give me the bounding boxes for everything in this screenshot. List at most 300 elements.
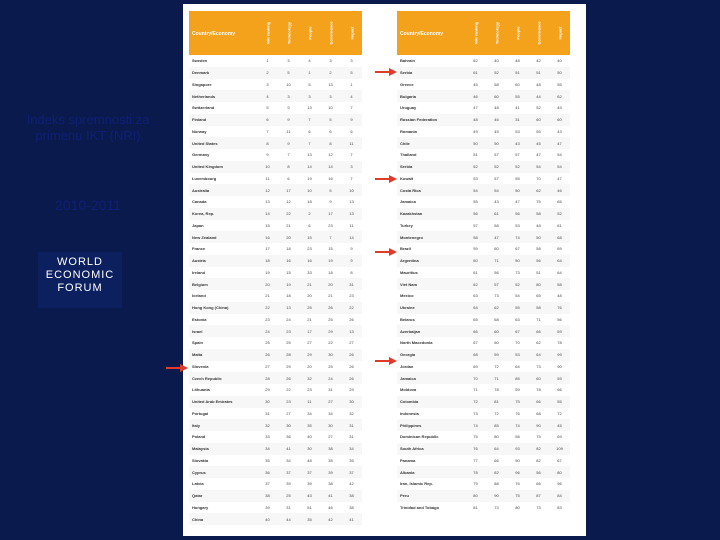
rank-cell: 96	[515, 469, 520, 475]
rank-cell: 19	[307, 175, 312, 181]
country-name: Serbia	[400, 70, 413, 76]
rank-cell: 78	[473, 469, 478, 475]
rank-cell: 20	[307, 363, 312, 369]
country-name: Netherlands	[192, 93, 216, 99]
rank-cell: 69	[473, 363, 478, 369]
rank-cell: 3	[350, 164, 353, 170]
rank-cell: 76	[515, 481, 520, 487]
rank-cell: 45	[557, 422, 562, 428]
rank-cell: 70	[473, 375, 478, 381]
rank-cell: 8	[329, 140, 332, 146]
rank-cell: 66	[536, 328, 541, 334]
header-cell	[528, 11, 549, 55]
table-row	[397, 67, 570, 79]
logo-line-3: FORUM	[57, 282, 103, 294]
rank-cell: 29	[307, 352, 312, 358]
table-row	[189, 290, 362, 302]
country-name: Austria	[192, 258, 206, 264]
rank-cell: 47	[494, 234, 499, 240]
rank-cell: 39	[286, 481, 291, 487]
country-name: Turkey	[400, 222, 413, 228]
rank-cell: 32	[349, 410, 354, 416]
rank-cell: 59	[557, 328, 562, 334]
country-name: Bulgaria	[400, 93, 417, 99]
rank-cell: 23	[286, 328, 291, 334]
country-name: Brazil	[400, 246, 411, 252]
rank-cell: 60	[557, 117, 562, 123]
table-row	[189, 408, 362, 420]
rank-cell: 90	[536, 422, 541, 428]
rank-cell: 12	[265, 187, 270, 193]
country-name: Qatar	[192, 493, 203, 499]
rank-cell: 61	[494, 211, 499, 217]
rank-cell: 14	[349, 234, 354, 240]
rank-cell: 20	[265, 281, 270, 287]
rank-cell: 22	[286, 387, 291, 393]
rank-cell: 57	[494, 175, 499, 181]
rank-cell: 35	[307, 422, 312, 428]
rank-cell: 8	[350, 269, 353, 275]
rank-cell: 37	[307, 469, 312, 475]
rank-cell: 62	[536, 187, 541, 193]
rank-cell: 50	[494, 140, 499, 146]
table-row	[189, 102, 362, 114]
rank-cell: 70	[515, 340, 520, 346]
rank-cell: 54	[494, 187, 499, 193]
country-name: Kuwait	[400, 175, 414, 181]
rank-cell: 52	[494, 164, 499, 170]
header-label: Technology	[286, 21, 291, 45]
rank-cell: 3	[350, 58, 353, 64]
country-name: Jamaica	[400, 375, 416, 381]
table-row	[397, 384, 570, 396]
table-row	[397, 208, 570, 220]
rank-cell: 8	[287, 164, 290, 170]
table-row	[397, 490, 570, 502]
rank-cell: 55	[515, 175, 520, 181]
country-name: Belgium	[192, 281, 208, 287]
country-name: Estonia	[192, 316, 207, 322]
rank-cell: 26	[328, 305, 333, 311]
rank-cell: 82	[536, 446, 541, 452]
table-row	[189, 396, 362, 408]
rank-cell: 18	[307, 199, 312, 205]
rank-cell: 75	[515, 493, 520, 499]
rank-cell: 66	[536, 481, 541, 487]
table-row	[189, 349, 362, 361]
rank-cell: 69	[557, 246, 562, 252]
rank-cell: 1	[350, 81, 353, 87]
table-row	[397, 314, 570, 326]
rank-cell: 51	[307, 504, 312, 510]
table-row	[189, 513, 362, 525]
rank-cell: 68	[494, 316, 499, 322]
rank-cell: 9	[287, 105, 290, 111]
rank-cell: 25	[328, 316, 333, 322]
rank-cell: 25	[328, 363, 333, 369]
rank-cell: 58	[536, 305, 541, 311]
rank-cell: 39	[307, 481, 312, 487]
rank-cell: 56	[515, 211, 520, 217]
table-row	[189, 361, 362, 373]
table-row	[189, 502, 362, 514]
header-label: NRI ranking	[473, 21, 478, 45]
rank-cell: 21	[328, 293, 333, 299]
rank-cell: 51	[536, 269, 541, 275]
rank-cell: 23	[265, 316, 270, 322]
rank-cell: 34	[349, 446, 354, 452]
rank-cell: 32	[265, 422, 270, 428]
table-row	[189, 431, 362, 443]
rank-cell: 3	[287, 58, 290, 64]
rank-cell: 3	[308, 93, 311, 99]
table-row	[397, 443, 570, 455]
rank-cell: 18	[265, 258, 270, 264]
table-row	[189, 255, 362, 267]
rank-cell: 27	[265, 363, 270, 369]
rank-cell: 87	[536, 493, 541, 499]
rank-cell: 31	[286, 504, 291, 510]
rank-cell: 35	[307, 516, 312, 522]
rank-cell: 5	[266, 105, 269, 111]
rank-cell: 56	[494, 269, 499, 275]
rank-cell: 85	[494, 422, 499, 428]
rank-cell: 26	[349, 316, 354, 322]
rank-cell: 40	[307, 434, 312, 440]
rank-cell: 38	[265, 493, 270, 499]
rank-cell: 55	[557, 399, 562, 405]
table-row	[189, 325, 362, 337]
table-row	[189, 208, 362, 220]
rank-cell: 62	[557, 93, 562, 99]
country-name: Iran, Islamic Rep.	[400, 481, 433, 487]
rank-cell: 3	[266, 81, 269, 87]
table-row	[397, 396, 570, 408]
rank-cell: 1	[308, 70, 311, 76]
rank-cell: 73	[494, 293, 499, 299]
rank-cell: 13	[307, 152, 312, 158]
rank-cell: 54	[557, 164, 562, 170]
rank-cell: 62	[536, 340, 541, 346]
rank-cell: 79	[473, 481, 478, 487]
highlight-arrow-icon	[375, 175, 397, 183]
header-cell	[257, 11, 278, 55]
rank-cell: 88	[494, 481, 499, 487]
rank-cell: 64	[515, 363, 520, 369]
rank-cell: 55	[515, 93, 520, 99]
rank-cell: 72	[473, 399, 478, 405]
rank-cell: 5	[329, 187, 332, 193]
rank-cell: 67	[515, 246, 520, 252]
rank-cell: 71	[536, 316, 541, 322]
rank-cell: 24	[328, 375, 333, 381]
rank-cell: 43	[494, 199, 499, 205]
rank-cell: 3	[329, 58, 332, 64]
rank-cell: 64	[536, 352, 541, 358]
rank-cell: 4	[266, 93, 269, 99]
country-name: Philippines	[400, 422, 422, 428]
rank-cell: 62	[494, 305, 499, 311]
rank-cell: 58	[494, 81, 499, 87]
rank-cell: 53	[473, 175, 478, 181]
rank-cell: 10	[307, 187, 312, 193]
country-name: Singapore	[192, 81, 212, 87]
table-row	[397, 455, 570, 467]
rank-cell: 24	[286, 316, 291, 322]
table-row	[397, 278, 570, 290]
rank-cell: 80	[536, 281, 541, 287]
rank-cell: 44	[536, 93, 541, 99]
header-label: People	[307, 26, 312, 40]
rank-cell: 38	[349, 493, 354, 499]
rank-cell: 44	[286, 516, 291, 522]
rank-cell: 9	[287, 140, 290, 146]
rank-cell: 1	[266, 58, 269, 64]
rank-cell: 71	[494, 375, 499, 381]
table-row	[189, 196, 362, 208]
rank-cell: 2	[329, 70, 332, 76]
rank-cell: 4	[308, 58, 311, 64]
rank-cell: 11	[349, 140, 354, 146]
rank-cell: 49	[557, 105, 562, 111]
table-row	[397, 290, 570, 302]
rank-cell: 59	[557, 375, 562, 381]
country-name: Argentina	[400, 258, 419, 264]
table-row	[397, 79, 570, 91]
table-row	[397, 231, 570, 243]
header-label: NRI ranking	[265, 21, 270, 45]
rank-cell: 54	[536, 164, 541, 170]
header-label: Governance	[536, 21, 541, 45]
table-row	[397, 149, 570, 161]
rank-cell: 5	[350, 70, 353, 76]
rank-cell: 60	[515, 81, 520, 87]
rank-cell: 31	[515, 117, 520, 123]
rank-cell: 30	[328, 422, 333, 428]
header-cell	[465, 11, 486, 55]
table-row	[189, 126, 362, 138]
rank-cell: 74	[473, 422, 478, 428]
rank-cell: 60	[473, 258, 478, 264]
table-row	[189, 67, 362, 79]
rank-cell: 22	[328, 340, 333, 346]
rank-cell: 6	[350, 128, 353, 134]
rank-cell: 26	[265, 352, 270, 358]
rank-cell: 52	[515, 164, 520, 170]
rank-cell: 82	[536, 457, 541, 463]
country-name: Albania	[400, 469, 415, 475]
rank-cell: 80	[557, 469, 562, 475]
ranking-document	[183, 4, 586, 536]
rank-cell: 4	[350, 93, 353, 99]
rank-cell: 26	[349, 352, 354, 358]
slide-subtitle: 2010-2011	[55, 197, 121, 213]
rank-cell: 59	[515, 387, 520, 393]
rank-cell: 55	[473, 199, 478, 205]
rank-cell: 10	[265, 164, 270, 170]
rank-cell: 13	[349, 328, 354, 334]
table-row	[397, 114, 570, 126]
rank-cell: 55	[536, 128, 541, 134]
rank-cell: 2	[266, 70, 269, 76]
country-name: Sweden	[192, 58, 208, 64]
rank-cell: 9	[287, 117, 290, 123]
rank-cell: 46	[557, 187, 562, 193]
rank-cell: 43	[515, 140, 520, 146]
country-name: Malta	[192, 352, 203, 358]
rank-cell: 54	[515, 293, 520, 299]
table-row	[189, 314, 362, 326]
highlight-arrow-icon	[375, 68, 397, 76]
rank-cell: 75	[536, 199, 541, 205]
country-name: United States	[192, 140, 218, 146]
rank-cell: 15	[328, 246, 333, 252]
slide-title: Indeks spremnosti za primenu IKT (NRI)	[26, 112, 150, 143]
table-row	[397, 478, 570, 490]
rank-cell: 46	[328, 504, 333, 510]
rank-cell: 30	[349, 399, 354, 405]
rank-cell: 6	[308, 128, 311, 134]
table-row	[189, 161, 362, 173]
table-row	[189, 443, 362, 455]
country-name: Moldova	[400, 387, 417, 393]
rank-cell: 48	[307, 457, 312, 463]
rank-cell: 30	[286, 422, 291, 428]
table-row	[189, 184, 362, 196]
left-ranking-table	[189, 11, 362, 525]
rank-cell: 57	[494, 281, 499, 287]
country-name: Ireland	[192, 269, 206, 275]
rank-cell: 76	[557, 305, 562, 311]
rank-cell: 9	[266, 152, 269, 158]
rank-cell: 62	[473, 58, 478, 64]
rank-cell: 41	[349, 516, 354, 522]
country-name: Israel	[192, 328, 203, 334]
rank-cell: 18	[328, 269, 333, 275]
rank-cell: 66	[557, 387, 562, 393]
rank-cell: 9	[329, 199, 332, 205]
country-name: France	[192, 246, 206, 252]
rank-cell: 64	[473, 305, 478, 311]
country-name: United Kingdom	[192, 164, 223, 170]
rank-cell: 59	[494, 352, 499, 358]
header-cell	[320, 11, 341, 55]
rank-cell: 48	[557, 293, 562, 299]
rank-cell: 23	[307, 246, 312, 252]
rank-cell: 96	[557, 481, 562, 487]
country-name: Mexico	[400, 293, 414, 299]
rank-cell: 18	[286, 246, 291, 252]
rank-cell: 20	[286, 234, 291, 240]
rank-cell: 42	[536, 58, 541, 64]
table-header	[397, 11, 570, 55]
rank-cell: 39	[328, 469, 333, 475]
table-row	[397, 431, 570, 443]
rank-cell: 30	[307, 446, 312, 452]
rank-cell: 50	[515, 258, 520, 264]
table-row	[397, 243, 570, 255]
rank-cell: 80	[515, 504, 520, 510]
wef-logo	[38, 252, 122, 308]
header-cell: Country/Economy	[400, 31, 444, 37]
country-name: Jordan	[400, 363, 414, 369]
rank-cell: 45	[473, 81, 478, 87]
country-name: Peru	[400, 493, 409, 499]
rank-cell: 11	[286, 128, 291, 134]
header-cell	[341, 11, 362, 55]
rank-cell: 61	[557, 222, 562, 228]
country-name: Uruguay	[400, 105, 417, 111]
country-name: Denmark	[192, 70, 210, 76]
rank-cell: 29	[265, 387, 270, 393]
rank-cell: 58	[557, 281, 562, 287]
table-row	[189, 337, 362, 349]
country-name: Luxembourg	[192, 175, 217, 181]
rank-cell: 83	[557, 504, 562, 510]
rank-cell: 60	[494, 328, 499, 334]
rank-cell: 2	[308, 211, 311, 217]
header-cell	[507, 11, 528, 55]
table-row	[397, 337, 570, 349]
rank-cell: 74	[515, 422, 520, 428]
rank-cell: 81	[473, 504, 478, 510]
rank-cell: 68	[557, 234, 562, 240]
rank-cell: 7	[308, 117, 311, 123]
rank-cell: 60	[536, 117, 541, 123]
table-row	[189, 90, 362, 102]
rank-cell: 10	[328, 105, 333, 111]
rank-cell: 8	[266, 140, 269, 146]
header-cell	[278, 11, 299, 55]
country-name: Portugal	[192, 410, 209, 416]
rank-cell: 9	[350, 246, 353, 252]
rank-cell: 48	[536, 81, 541, 87]
rank-cell: 29	[286, 363, 291, 369]
rank-cell: 34	[307, 410, 312, 416]
rank-cell: 39	[265, 504, 270, 510]
rank-cell: 73	[536, 504, 541, 510]
rank-cell: 64	[557, 269, 562, 275]
rank-cell: 77	[473, 457, 478, 463]
country-name: Dominican Republic	[400, 434, 439, 440]
country-name: Italy	[192, 422, 201, 428]
rank-cell: 5	[287, 70, 290, 76]
rank-cell: 23	[328, 222, 333, 228]
rank-cell: 15	[307, 234, 312, 240]
rank-cell: 48	[515, 58, 520, 64]
header-label: Impact	[349, 26, 354, 40]
rank-cell: 64	[494, 446, 499, 452]
rank-cell: 52	[557, 211, 562, 217]
rank-cell: 31	[349, 422, 354, 428]
country-name: Chile	[400, 140, 410, 146]
rank-cell: 67	[473, 340, 478, 346]
table-row	[189, 372, 362, 384]
table-row	[189, 55, 362, 67]
rank-cell: 53	[515, 352, 520, 358]
rank-cell: 34	[286, 457, 291, 463]
rank-cell: 27	[349, 340, 354, 346]
rank-cell: 78	[557, 340, 562, 346]
rank-cell: 75	[536, 434, 541, 440]
rank-cell: 3	[329, 93, 332, 99]
header-cell	[299, 11, 320, 55]
rank-cell: 57	[515, 152, 520, 158]
rank-cell: 65	[557, 199, 562, 205]
country-name: Latvia	[192, 481, 204, 487]
rank-cell: 41	[328, 493, 333, 499]
table-row	[189, 231, 362, 243]
